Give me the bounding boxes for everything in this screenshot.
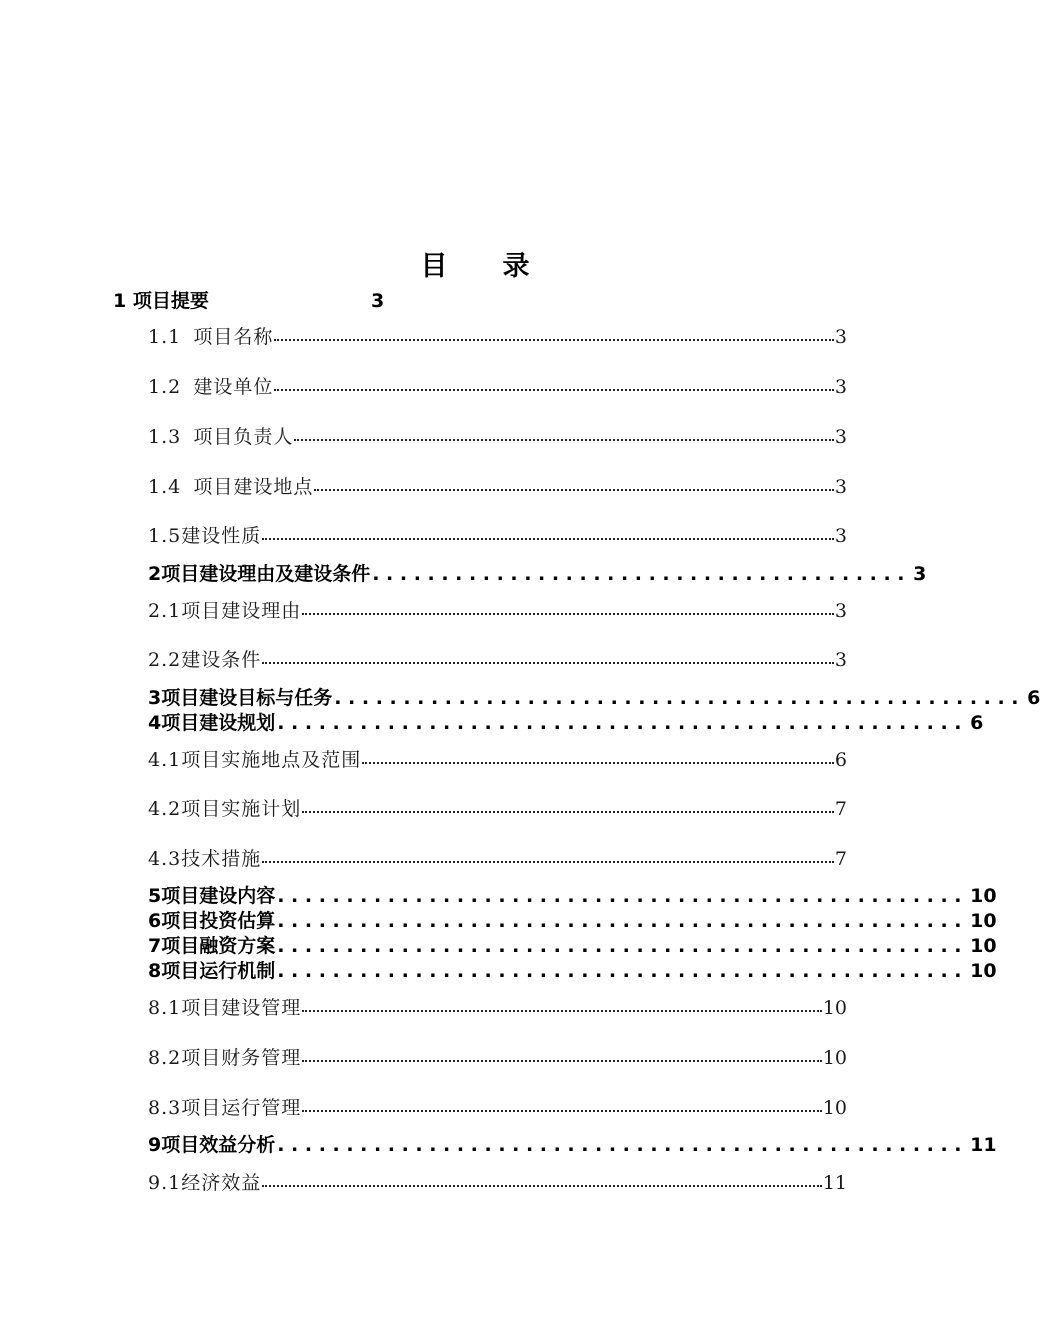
toc-entry-label: 项目建设地点 (193, 476, 314, 498)
toc-entry-page: 3 (913, 563, 927, 585)
dot-leader (302, 811, 834, 813)
toc-entry-3[interactable] (148, 687, 1040, 709)
toc-entry-1-5[interactable] (148, 527, 847, 546)
toc-entry-label: 1 项目提要 (113, 290, 209, 312)
toc-entry-page: 7 (834, 848, 847, 870)
dot-leader: .................................................. (277, 935, 969, 957)
toc-entry-8[interactable] (148, 960, 997, 982)
toc-entry-1-3[interactable] (148, 428, 847, 447)
toc-entry-6[interactable] (148, 910, 997, 932)
toc-entry-4-1[interactable] (148, 751, 847, 770)
dot-leader (262, 1185, 822, 1187)
dot-leader (274, 389, 834, 391)
dot-leader (314, 489, 834, 491)
toc-entry-page: 3 (834, 326, 847, 348)
toc-entry-2-2[interactable] (148, 651, 847, 670)
toc-entry-label: 9项目效益分析 (148, 1134, 276, 1156)
toc-entry-page: 6 (970, 712, 984, 734)
toc-entry-label: 项目实施计划 (181, 798, 302, 820)
dot-leader: ....................................... (372, 563, 912, 585)
dot-leader: .................................................. (277, 712, 969, 734)
toc-entry-page: 6 (834, 749, 847, 771)
toc-entry-label: 7项目融资方案 (148, 935, 276, 957)
toc-entry-number: 2.1 (148, 600, 182, 622)
toc-entry-page: 10 (822, 1047, 847, 1069)
dot-leader: .................................................. (277, 910, 969, 932)
toc-entry-label: 2项目建设理由及建设条件 (148, 563, 371, 585)
toc-entry-page: 10 (970, 935, 997, 957)
toc-entry-7[interactable] (148, 935, 997, 957)
dot-leader (262, 662, 834, 664)
dot-leader (294, 439, 834, 441)
toc-entry-4[interactable] (148, 712, 984, 734)
dot-leader: .................................................. (334, 687, 1026, 709)
toc-entry-label: 技术措施 (181, 848, 262, 870)
toc-entry-number: 1.5 (148, 525, 182, 547)
toc-entry-page: 10 (970, 960, 997, 982)
toc-entry-page: 3 (834, 525, 847, 547)
toc-title-right: 录 (502, 251, 530, 282)
toc-entry-label: 6项目投资估算 (148, 910, 276, 932)
toc-entry-label: 3项目建设目标与任务 (148, 687, 333, 709)
toc-entry-8-1[interactable] (148, 999, 847, 1018)
toc-entry-number: 8.1 (148, 997, 182, 1019)
dot-leader: .................................................. (277, 1134, 969, 1156)
toc-entry-label: 项目建设管理 (181, 997, 302, 1019)
dot-leader: .................................................. (277, 885, 969, 907)
toc-entry-label: 建设性质 (181, 525, 262, 547)
toc-entry-2[interactable] (148, 563, 927, 585)
toc-entry-number: 1.1 (148, 326, 182, 348)
dot-leader: .................................................. (277, 960, 969, 982)
toc-entry-number: 1.2 (148, 376, 182, 398)
toc-entry-number: 4.3 (148, 848, 182, 870)
toc-entry-5[interactable] (148, 885, 997, 907)
toc-title (0, 244, 950, 283)
toc-entry-label: 项目财务管理 (181, 1047, 302, 1069)
dot-leader (302, 613, 834, 615)
toc-entry-number: 2.2 (148, 649, 182, 671)
toc-entry-1-4[interactable] (148, 478, 847, 497)
dot-leader (302, 1110, 822, 1112)
toc-entry-label: 项目负责人 (193, 426, 294, 448)
toc-entry-page: 6 (1027, 687, 1040, 709)
toc-entry-1[interactable] (113, 290, 385, 312)
toc-entry-number: 4.1 (148, 749, 182, 771)
toc-entry-page: 3 (371, 290, 385, 312)
toc-entry-page: 10 (970, 885, 997, 907)
toc-entry-page: 3 (834, 376, 847, 398)
toc-entry-1-2[interactable] (148, 378, 847, 397)
toc-entry-label: 8项目运行机制 (148, 960, 276, 982)
toc-entry-4-3[interactable] (148, 850, 847, 869)
toc-entry-9[interactable] (148, 1134, 997, 1156)
dot-leader (302, 1060, 822, 1062)
toc-entry-number: 8.2 (148, 1047, 182, 1069)
toc-entry-label: 经济效益 (181, 1172, 262, 1194)
toc-entry-4-2[interactable] (148, 800, 847, 819)
toc-entry-number: 4.2 (148, 798, 182, 820)
dot-leader (274, 339, 834, 341)
dot-leader (262, 861, 834, 863)
toc-entry-label: 建设条件 (181, 649, 262, 671)
toc-entry-page: 10 (970, 910, 997, 932)
toc-entry-page: 11 (822, 1172, 847, 1194)
toc-title-left: 目 (420, 251, 448, 282)
toc-entry-label: 5项目建设内容 (148, 885, 276, 907)
toc-entry-label: 项目名称 (193, 326, 274, 348)
toc-entry-label: 项目运行管理 (181, 1097, 302, 1119)
toc-entry-number: 9.1 (148, 1172, 182, 1194)
toc-entry-number: 1.4 (148, 476, 182, 498)
toc-entry-label: 4项目建设规划 (148, 712, 276, 734)
dot-leader (302, 1010, 822, 1012)
toc-entry-8-3[interactable] (148, 1099, 847, 1118)
toc-entry-label: 项目建设理由 (181, 600, 302, 622)
toc-entry-number: 8.3 (148, 1097, 182, 1119)
toc-entry-label: 项目实施地点及范围 (181, 749, 362, 771)
dot-leader (362, 762, 834, 764)
toc-entry-page: 10 (822, 1097, 847, 1119)
toc-entry-page: 10 (822, 997, 847, 1019)
toc-entry-page: 3 (834, 649, 847, 671)
toc-entry-page: 3 (834, 600, 847, 622)
toc-entry-9-1[interactable] (148, 1174, 847, 1193)
toc-entry-page: 11 (970, 1134, 997, 1156)
toc-entry-label: 建设单位 (193, 376, 274, 398)
toc-entry-number: 1.3 (148, 426, 182, 448)
toc-entry-page: 7 (834, 798, 847, 820)
toc-entry-page: 3 (834, 476, 847, 498)
toc-entry-page: 3 (834, 426, 847, 448)
toc-entry-2-1[interactable] (148, 602, 847, 621)
dot-leader (262, 538, 834, 540)
toc-entry-8-2[interactable] (148, 1049, 847, 1068)
toc-entry-1-1[interactable] (148, 328, 847, 347)
